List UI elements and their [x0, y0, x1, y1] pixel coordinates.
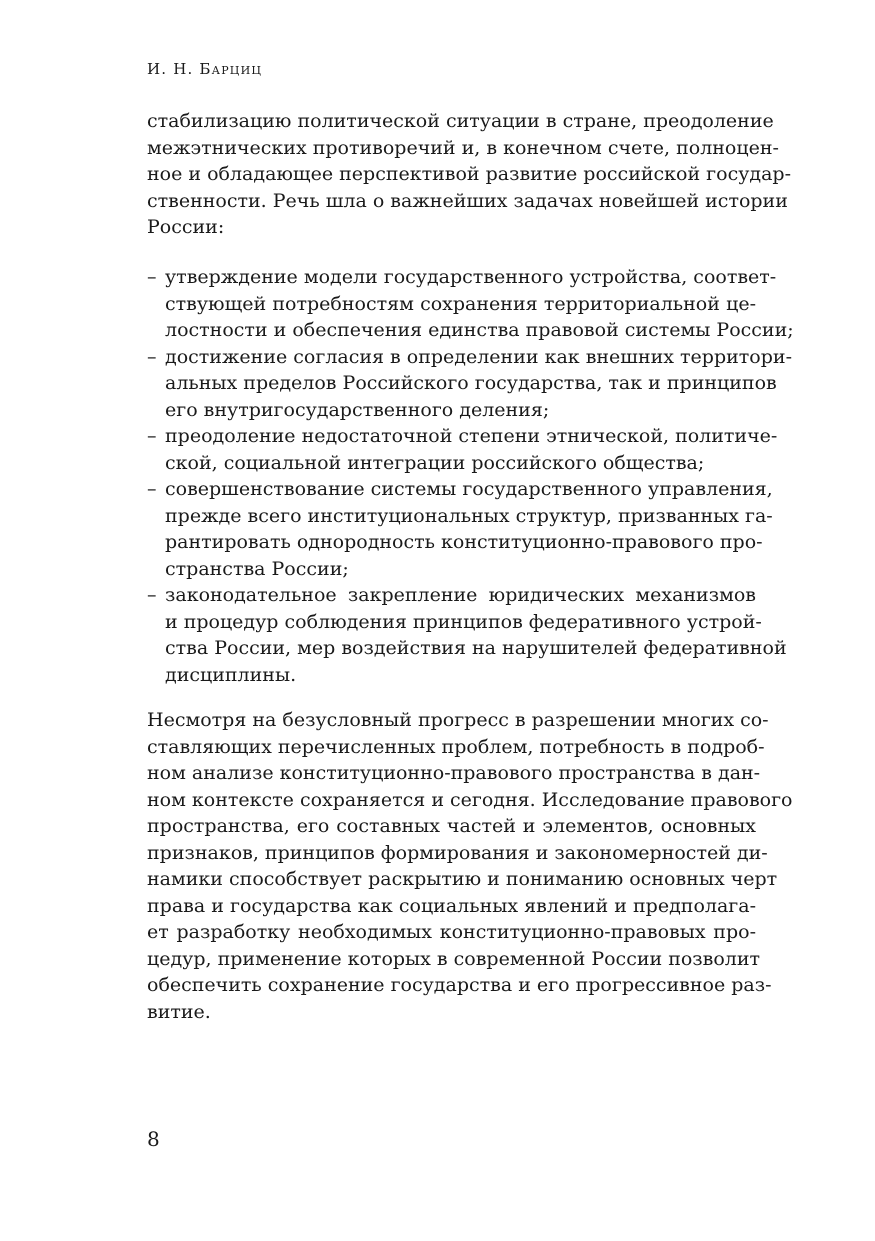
list-line: достижение согласия в определении как внешних территори-	[165, 345, 792, 368]
list-item	[147, 582, 787, 688]
closing-line: обеспечить сохранение государства и его прогрессивное раз-	[147, 974, 772, 996]
list-line: дисциплины.	[165, 663, 297, 686]
list-item	[147, 344, 792, 424]
list-bullet: –	[147, 425, 157, 447]
list-bullet: –	[147, 584, 157, 606]
list-item	[147, 476, 773, 582]
intro-line: ственности. Речь шла о важнейших задачах новейшей истории	[147, 189, 788, 212]
closing-line: права и государства как социальных явлений и предполага-	[147, 894, 756, 917]
list-line: совершенствование системы государственного управления,	[165, 478, 773, 500]
closing-line: ставляющих перечисленных проблем, потребность в подроб-	[147, 735, 765, 758]
closing-paragraph	[147, 707, 793, 1025]
list-line: законодательное закрепление юридических механизмов	[165, 584, 756, 606]
closing-line: ном анализе конституционно-правового пространства в дан-	[147, 762, 761, 784]
list-bullet: –	[147, 478, 157, 500]
list-line: ствующей потребностям сохранения территориальной це-	[165, 292, 756, 315]
list-bullet: –	[147, 266, 157, 288]
list-line: прежде всего институциональных структур, призванных га-	[165, 504, 773, 527]
list-line: лостности и обеспечения единства правовой системы России;	[165, 319, 794, 341]
list-line: утверждение модели государственного устройства, соответ-	[165, 266, 777, 288]
list-line: рантировать однородность конституционно-правового про-	[165, 531, 763, 553]
running-head-author: И. Н. Барциц	[147, 60, 263, 78]
list-item	[147, 264, 794, 344]
closing-line: ет разработку необходимых конституционно-правовых про-	[147, 921, 756, 943]
closing-line: цедур, применение которых в современной России позволит	[147, 947, 761, 970]
intro-paragraph	[147, 108, 791, 241]
list-line: и процедур соблюдения принципов федеративного устрой-	[165, 610, 762, 633]
list-bullet: –	[147, 345, 157, 368]
closing-line: витие.	[147, 1000, 211, 1023]
list-line: ства России, мер воздействия на нарушителей федеративной	[165, 637, 787, 659]
task-list	[147, 264, 794, 688]
list-line: альных пределов Российского государства, так и принципов	[165, 372, 777, 394]
closing-line: ном контексте сохраняется и сегодня. Исследование правового	[147, 788, 793, 811]
page-number: 8	[147, 1127, 160, 1151]
list-line: его внутригосударственного деления;	[165, 398, 550, 421]
closing-line: признаков, принципов формирования и закономерностей ди-	[147, 841, 768, 864]
closing-line: намики способствует раскрытию и пониманию основных черт	[147, 868, 778, 890]
list-item	[147, 423, 778, 476]
intro-line: России:	[147, 216, 225, 238]
closing-line: пространства, его составных частей и элементов, основных	[147, 815, 756, 837]
closing-line: Несмотря на безусловный прогресс в разрешении многих со-	[147, 709, 769, 731]
intro-line: ное и обладающее перспективой развитие российской государ-	[147, 163, 791, 185]
intro-line: межэтнических противоречий и, в конечном счете, полноцен-	[147, 136, 779, 159]
list-line: странства России;	[165, 557, 349, 580]
list-line: преодоление недостаточной степени этнической, политиче-	[165, 425, 778, 447]
intro-line: стабилизацию политической ситуации в стране, преодоление	[147, 110, 774, 132]
list-line: ской, социальной интеграции российского общества;	[165, 451, 705, 474]
